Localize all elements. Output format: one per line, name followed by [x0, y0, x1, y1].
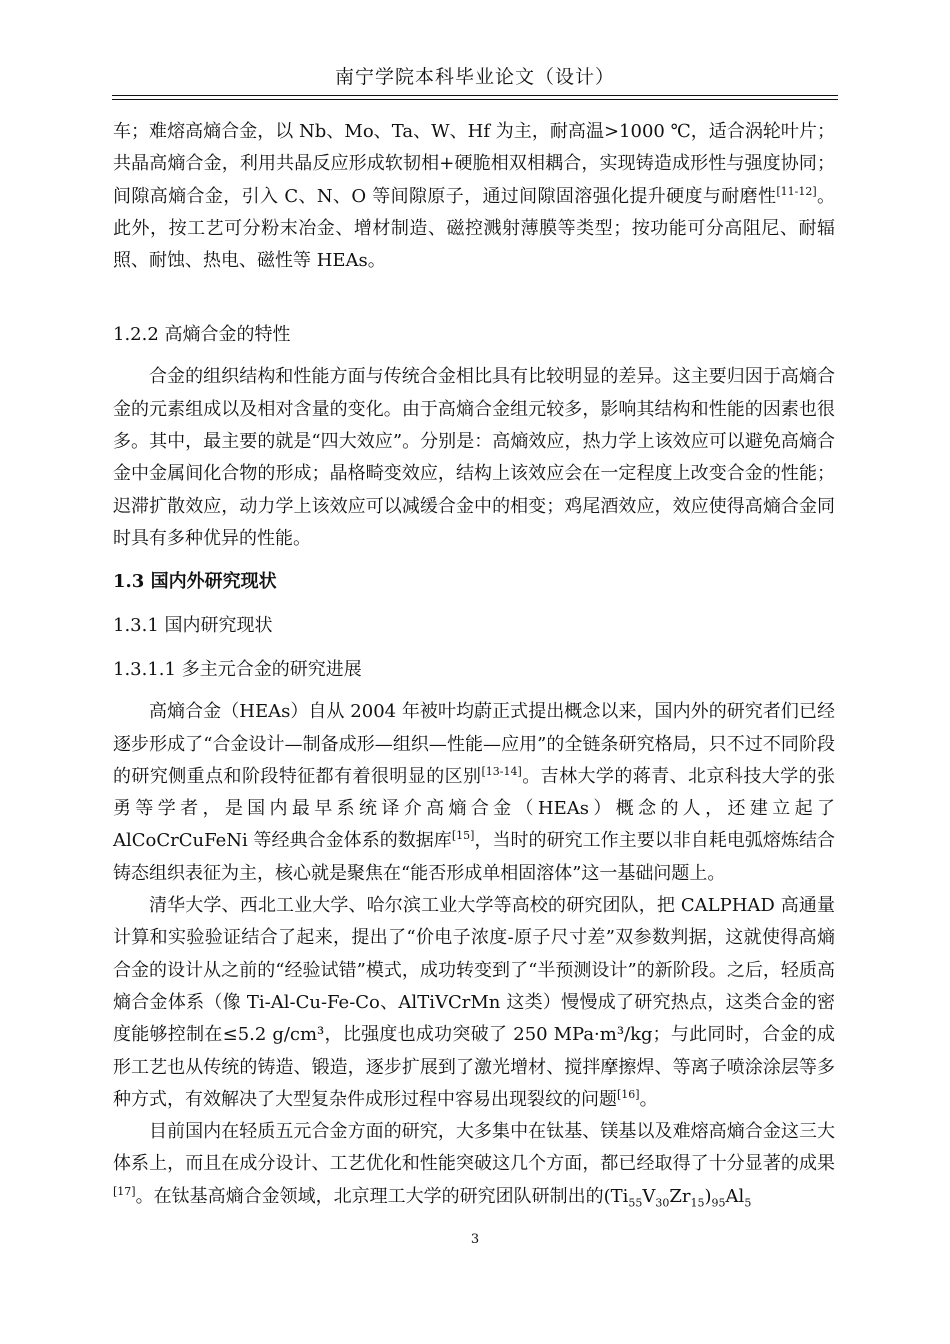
citation: [11-12] — [776, 184, 817, 198]
text-run: Zr — [669, 1185, 691, 1207]
subscript: 95 — [711, 1196, 726, 1210]
text-run: 。吉林大学的蒋青、北京科技大学的张勇等学者，是国内最早系统译介高熵合金（HEAs）概念的人，还建立起了 AlCoCrCuFeNi 等经典合金体系的数据库 — [113, 765, 836, 852]
citation: [13-14] — [481, 764, 522, 778]
text-run: ，当时的研究工作主要以非自耗电弧熔炼结合铸态组织表征为主，核心就是聚焦在“能否形成单相固溶体”这一基础问题上。 — [113, 830, 836, 884]
citation: [15] — [451, 829, 475, 843]
section-heading-1-3: 1.3 国内外研究现状 — [113, 571, 277, 593]
section-heading-1-3-1: 1.3.1 国内研究现状 — [113, 615, 273, 637]
text-run: 高熵合金（HEAs）自从 2004 年被叶均蔚正式提出概念以来，国内外的研究者们已经逐步形成了“合金设计—制备成形—组织—性能—应用”的全链条研究格局，只不过不同阶段的研究侧重点和阶段特征都有着很明显的区别 — [113, 701, 835, 787]
text-run: 。此外，按工艺可分粉末冶金、增材制造、磁控溅射薄膜等类型；按功能可分高阻尼、耐辐照、耐蚀、热电、磁性等 HEAs。 — [113, 185, 835, 272]
text-run: 车；难熔高熵合金，以 Nb、Mo、Ta、W、Hf 为主，耐高温>1000 ℃，适合涡轮叶片；共晶高熵合金，利用共晶反应形成软韧相+硬脆相双相耦合，实现铸造成形性与强度协同；间隙高熵合金，引入 C、N、O 等间隙原子，通过间隙固溶强化提升硬度与耐磨性 — [113, 121, 835, 207]
header-rule-thick — [112, 95, 838, 96]
citation: [16] — [617, 1087, 640, 1101]
page-body — [113, 116, 835, 1213]
header-rule-thin — [112, 99, 838, 100]
citation: [17] — [113, 1184, 136, 1198]
page-number: 3 — [470, 1232, 480, 1247]
paragraph-research-progress — [113, 696, 835, 890]
text-run: 清华大学、西北工业大学、哈尔滨工业大学等高校的研究团队，把 CALPHAD 高通量计算和实验验证结合了起来，提出了“价电子浓度-原子尺寸差”双参数判据，这就使得高熵合金的设计从之前的“经验试错”模式，成功转变到了“半预测设计”的新阶段。之后，轻质高熵合金体系（像 Ti-Al-Cu-Fe-Co、AlTiVCrMn 这类）慢慢成了研究热点，这类合金的密度能够控制在≤5.2 g/cm³，比强度也成功突破了 250 MPa·m³/kg；与此同时，合金的成形工艺也从传统的铸造、锻造，逐步扩展到了激光增材、搅拌摩擦焊、等离子喷涂涂层等多种方式，有效解决了大型复杂件成形过程中容易出现裂纹的问题 — [113, 895, 835, 1110]
paragraph-characteristics: 合金的组织结构和性能方面与传统合金相比具有比较明显的差异。这主要归因于高熵合金的元素组成以及相对含量的变化。由于高熵合金组元较多，影响其结构和性能的因素也很多。其中，最主要的就是“四大效应”。分别是：高熵效应，热力学上该效应可以避免高熵合金中金属间化合物的形成；晶格畸变效应，结构上该效应会在一定程度上改变合金的性能；迟滞扩散效应，动力学上该效应可以减缓合金中的相变；鸡尾酒效应，效应使得高熵合金同时具有多种优异的性能。 — [113, 366, 835, 549]
text-run: 。在钛基高熵合金领域，北京理工大学的研究团队研制出的(Ti — [135, 1185, 629, 1207]
subscript: 30 — [655, 1196, 670, 1210]
text-run: 。 — [639, 1088, 658, 1110]
subscript: 5 — [744, 1196, 752, 1210]
text-run: V — [642, 1185, 656, 1207]
text-run: Al — [725, 1185, 745, 1207]
section-heading-1-2-2: 1.2.2 高熵合金的特性 — [113, 324, 291, 346]
subscript: 55 — [628, 1196, 643, 1210]
subscript: 15 — [690, 1196, 705, 1210]
page-header: 南宁学院本科毕业论文（设计） — [334, 66, 615, 88]
section-heading-1-3-1-1: 1.3.1.1 多主元合金的研究进展 — [113, 659, 362, 681]
paragraph-calphad — [113, 890, 835, 1116]
text-run: ) — [704, 1185, 712, 1207]
paragraph-continued — [113, 116, 835, 277]
text-run: 目前国内在轻质五元合金方面的研究，大多集中在钛基、镁基以及难熔高熵合金这三大体系上，而且在成分设计、工艺优化和性能突破这几个方面，都已经取得了十分显著的成果 — [113, 1121, 835, 1175]
paragraph-light-alloys — [113, 1116, 835, 1213]
